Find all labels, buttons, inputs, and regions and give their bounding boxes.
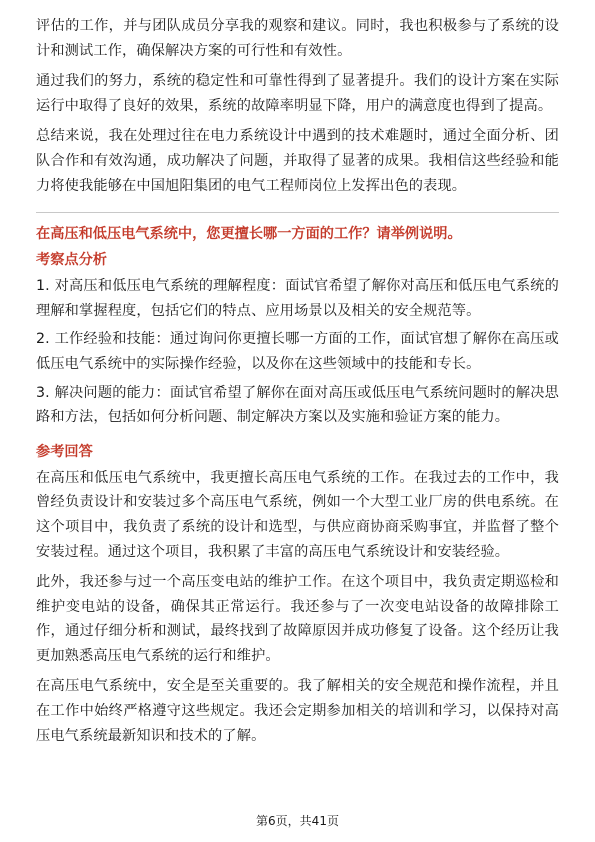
intro-paragraph: 总结来说，我在处理过往在电力系统设计中遇到的技术难题时，通过全面分析、团队合作和有效沟通，成功解决了问题，并取得了显著的成果。我相信这些经验和能力将使我能够在中国旭阳集团的电气工程师岗位上发挥出色的表现。: [36, 128, 559, 194]
analysis-heading: 考察点分析: [36, 252, 107, 269]
analysis-item: 1. 对高压和低压电气系统的理解程度：面试官希望了解你对高压和低压电气系统的理解和掌握程度，包括它们的特点、应用场景以及相关的安全规范等。: [36, 278, 559, 319]
analysis-item: 2. 工作经验和技能：通过询问你更擅长哪一方面的工作，面试官想了解你在高压或低压电气系统中的实际操作经验，以及你在这些领域中的技能和专长。: [36, 331, 559, 372]
section-divider: [36, 212, 559, 213]
answer-paragraph: 此外，我还参与过一个高压变电站的维护工作。在这个项目中，我负责定期巡检和维护变电站的设备，确保其正常运行。我还参与了一次变电站设备的故障排除工作，通过仔细分析和测试，最终找到了故障原因并成功修复了设备。这个经历让我更加熟悉高压电气系统的运行和维护。: [36, 574, 559, 664]
intro-paragraph: 通过我们的努力，系统的稳定性和可靠性得到了显著提升。我们的设计方案在实际运行中取得了良好的效果，系统的故障率明显下降，用户的满意度也得到了提高。: [36, 73, 559, 114]
analysis-item: 3. 解决问题的能力：面试官希望了解你在面对高压或低压电气系统问题时的解决思路和方法，包括如何分析问题、制定解决方案以及实施和验证方案的能力。: [36, 384, 559, 426]
page-content: [36, 14, 559, 754]
answer-heading: 参考回答: [36, 443, 93, 460]
intro-paragraph: 评估的工作，并与团队成员分享我的观察和建议。同时，我也积极参与了系统的设计和测试工作，确保解决方案的可行性和有效性。: [36, 18, 559, 59]
answer-paragraph: 在高压电气系统中，安全是至关重要的。我了解相关的安全规范和操作流程，并且在工作中始终严格遵守这些规定。我还会定期参加相关的培训和学习，以保持对高压电气系统最新知识和技术的了解。: [36, 678, 559, 744]
interview-question: 在高压和低压电气系统中，您更擅长哪一方面的工作？请举例说明。: [36, 226, 462, 243]
answer-paragraph: 在高压和低压电气系统中，我更擅长高压电气系统的工作。在我过去的工作中，我曾经负责设计和安装过多个高压电气系统，例如一个大型工业厂房的供电系统。在这个项目中，我负责了系统的设计和选型，与供应商协商采购事宜，并监督了整个安装过程。通过这个项目，我积累了丰富的高压电气系统设计和安装经验。: [36, 469, 559, 560]
page-number: 第6页，共41页: [256, 814, 339, 828]
